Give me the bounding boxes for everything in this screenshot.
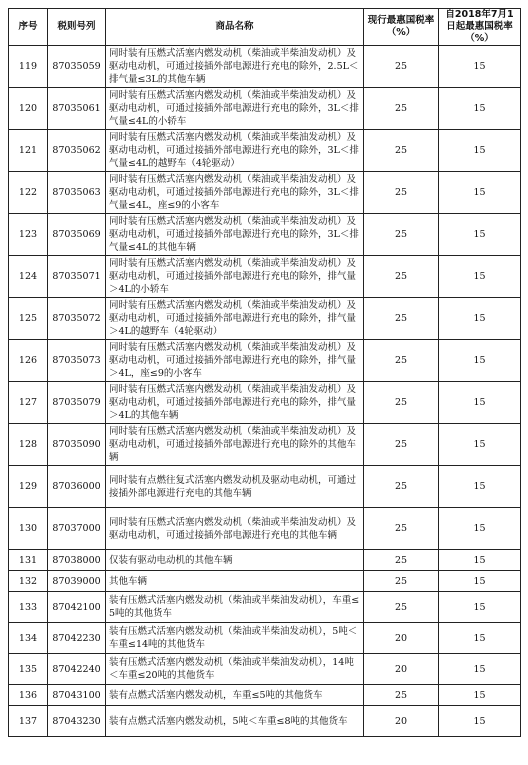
table-row (9, 340, 521, 382)
row-current-rate: 20 (364, 623, 439, 654)
row-code: 87035072 (48, 298, 106, 340)
row-current-rate: 25 (364, 214, 439, 256)
row-seq: 124 (9, 256, 48, 298)
row-new-rate: 15 (439, 623, 521, 654)
row-code: 87035059 (48, 46, 106, 88)
table-row (9, 46, 521, 88)
row-new-rate: 15 (439, 382, 521, 424)
row-new-rate: 15 (439, 256, 521, 298)
row-code: 87036000 (48, 466, 106, 508)
row-new-rate: 15 (439, 571, 521, 592)
row-code: 87035079 (48, 382, 106, 424)
row-name: 装有点燃式活塞内燃发动机，车重≤5吨的其他货车 (106, 685, 364, 706)
row-new-rate: 15 (439, 550, 521, 571)
row-name: 同时装有点燃往复式活塞内燃发动机及驱动电动机，可通过接插外部电源进行充电的其他车辆 (106, 466, 364, 508)
row-name: 同时装有压燃式活塞内燃发动机（柴油或半柴油发动机）及驱动电动机，可通过接插外部电源进行充电的除外，排气量＞4L的越野车（4轮驱动） (106, 298, 364, 340)
row-current-rate: 25 (364, 466, 439, 508)
table-row (9, 256, 521, 298)
header-row (9, 9, 521, 46)
header-seq: 序号 (9, 9, 48, 46)
header-code: 税则号列 (48, 9, 106, 46)
row-code: 87039000 (48, 571, 106, 592)
row-name: 同时装有压燃式活塞内燃发动机（柴油或半柴油发动机）及驱动电动机，可通过接插外部电源进行充电的除外，3L＜排气量≤4L的越野车（4轮驱动） (106, 130, 364, 172)
table-row (9, 706, 521, 737)
header-new-rate: 自2018年7月1日起最惠国税率（%） (439, 9, 521, 46)
row-seq: 123 (9, 214, 48, 256)
row-code: 87037000 (48, 508, 106, 550)
row-seq: 121 (9, 130, 48, 172)
row-seq: 129 (9, 466, 48, 508)
table-row (9, 172, 521, 214)
row-seq: 132 (9, 571, 48, 592)
row-name: 同时装有压燃式活塞内燃发动机（柴油或半柴油发动机）及驱动电动机，可通过接插外部电源进行充电的除外，排气量＞4L的其他车辆 (106, 382, 364, 424)
tariff-table (8, 8, 521, 737)
row-name: 仅装有驱动电动机的其他车辆 (106, 550, 364, 571)
row-current-rate: 25 (364, 424, 439, 466)
row-name: 同时装有压燃式活塞内燃发动机（柴油或半柴油发动机）及驱动电动机，可通过接插外部电源进行充电的除外，3L＜排气量≤4L，座≤9的小客车 (106, 172, 364, 214)
row-name: 其他车辆 (106, 571, 364, 592)
row-code: 87042240 (48, 654, 106, 685)
row-name: 同时装有压燃式活塞内燃发动机（柴油或半柴油发动机）及驱动电动机，可通过接插外部电源进行充电的除外，排气量＞4L，座≤9的小客车 (106, 340, 364, 382)
row-new-rate: 15 (439, 172, 521, 214)
row-current-rate: 25 (364, 130, 439, 172)
row-seq: 127 (9, 382, 48, 424)
row-current-rate: 25 (364, 592, 439, 623)
row-code: 87043100 (48, 685, 106, 706)
header-name: 商品名称 (106, 9, 364, 46)
row-current-rate: 25 (364, 172, 439, 214)
row-new-rate: 15 (439, 130, 521, 172)
table-row (9, 592, 521, 623)
table-row (9, 130, 521, 172)
row-current-rate: 20 (364, 706, 439, 737)
row-current-rate: 20 (364, 654, 439, 685)
row-code: 87035063 (48, 172, 106, 214)
row-code: 87035061 (48, 88, 106, 130)
row-seq: 119 (9, 46, 48, 88)
table-row (9, 508, 521, 550)
row-current-rate: 25 (364, 298, 439, 340)
row-new-rate: 15 (439, 706, 521, 737)
row-seq: 120 (9, 88, 48, 130)
row-seq: 136 (9, 685, 48, 706)
row-new-rate: 15 (439, 340, 521, 382)
row-name: 装有压燃式活塞内燃发动机（柴油或半柴油发动机），5吨＜车重≤14吨的其他货车 (106, 623, 364, 654)
row-code: 87035073 (48, 340, 106, 382)
row-seq: 125 (9, 298, 48, 340)
row-seq: 122 (9, 172, 48, 214)
row-seq: 137 (9, 706, 48, 737)
row-code: 87042230 (48, 623, 106, 654)
row-code: 87038000 (48, 550, 106, 571)
table-row (9, 550, 521, 571)
row-current-rate: 25 (364, 685, 439, 706)
row-current-rate: 25 (364, 550, 439, 571)
table-row (9, 382, 521, 424)
row-code: 87035069 (48, 214, 106, 256)
row-name: 装有点燃式活塞内燃发动机，5吨＜车重≤8吨的其他货车 (106, 706, 364, 737)
row-seq: 135 (9, 654, 48, 685)
row-code: 87035071 (48, 256, 106, 298)
row-name: 同时装有压燃式活塞内燃发动机（柴油或半柴油发动机）及驱动电动机，可通过接插外部电源进行充电的除外，2.5L＜排气量≤3L的其他车辆 (106, 46, 364, 88)
row-code: 87043230 (48, 706, 106, 737)
row-new-rate: 15 (439, 424, 521, 466)
header-current-rate: 现行最惠国税率（%） (364, 9, 439, 46)
table-row (9, 654, 521, 685)
row-seq: 130 (9, 508, 48, 550)
row-code: 87035062 (48, 130, 106, 172)
row-name: 装有压燃式活塞内燃发动机（柴油或半柴油发动机），14吨＜车重≤20吨的其他货车 (106, 654, 364, 685)
row-code: 87035090 (48, 424, 106, 466)
row-current-rate: 25 (364, 340, 439, 382)
row-name: 同时装有压燃式活塞内燃发动机（柴油或半柴油发动机）及驱动电动机，可通过接插外部电源进行充电的除外，排气量＞4L的小轿车 (106, 256, 364, 298)
row-new-rate: 15 (439, 298, 521, 340)
row-new-rate: 15 (439, 88, 521, 130)
table-row (9, 214, 521, 256)
table-row (9, 571, 521, 592)
row-new-rate: 15 (439, 654, 521, 685)
row-new-rate: 15 (439, 466, 521, 508)
table-row (9, 685, 521, 706)
row-seq: 133 (9, 592, 48, 623)
row-current-rate: 25 (364, 256, 439, 298)
row-current-rate: 25 (364, 508, 439, 550)
row-current-rate: 25 (364, 571, 439, 592)
row-seq: 126 (9, 340, 48, 382)
row-current-rate: 25 (364, 88, 439, 130)
row-new-rate: 15 (439, 592, 521, 623)
row-current-rate: 25 (364, 382, 439, 424)
row-new-rate: 15 (439, 214, 521, 256)
row-name: 装有压燃式活塞内燃发动机（柴油或半柴油发动机），车重≤5吨的其他货车 (106, 592, 364, 623)
row-new-rate: 15 (439, 508, 521, 550)
row-seq: 131 (9, 550, 48, 571)
row-name: 同时装有压燃式活塞内燃发动机（柴油或半柴油发动机）及驱动电动机，可通过接插外部电源进行充电的除外，3L＜排气量≤4L的小轿车 (106, 88, 364, 130)
row-name: 同时装有压燃式活塞内燃发动机（柴油或半柴油发动机）及驱动电动机，可通过接插外部电源进行充电的除外的其他车辆 (106, 424, 364, 466)
table-row (9, 298, 521, 340)
table-row (9, 623, 521, 654)
row-code: 87042100 (48, 592, 106, 623)
row-seq: 128 (9, 424, 48, 466)
row-name: 同时装有压燃式活塞内燃发动机（柴油或半柴油发动机）及驱动电动机，可通过接插外部电源进行充电的除外，3L＜排气量≤4L的其他车辆 (106, 214, 364, 256)
table-row (9, 424, 521, 466)
row-name: 同时装有压燃式活塞内燃发动机（柴油或半柴油发动机）及驱动电动机，可通过接插外部电源进行充电的其他车辆 (106, 508, 364, 550)
table-row (9, 466, 521, 508)
row-seq: 134 (9, 623, 48, 654)
row-current-rate: 25 (364, 46, 439, 88)
table-row (9, 88, 521, 130)
table-body (9, 46, 521, 737)
row-new-rate: 15 (439, 685, 521, 706)
row-new-rate: 15 (439, 46, 521, 88)
